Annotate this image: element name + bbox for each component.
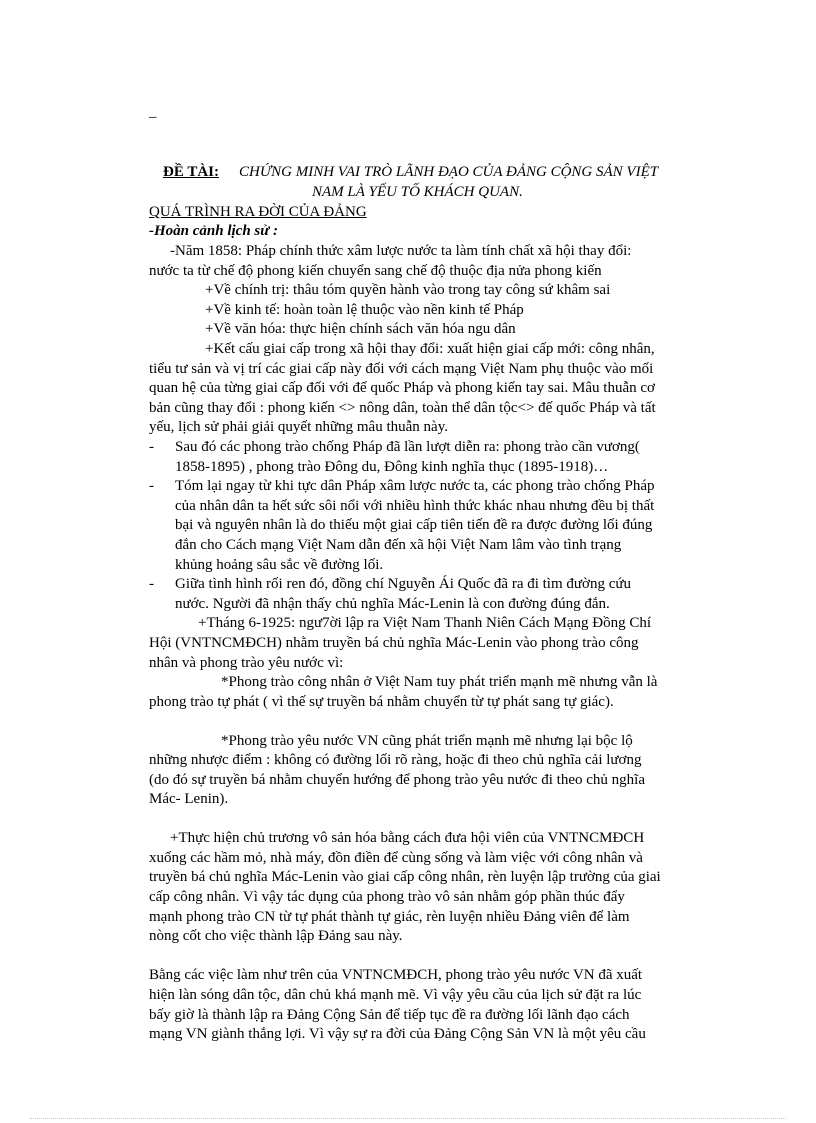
paragraph-line: bản cũng thay đổi : phong kiến <> nông dân, toàn thể dân tộc<> đế quốc Pháp và tất xyxy=(149,400,656,416)
subheading: -Hoàn cảnh lịch sử : xyxy=(149,223,279,239)
paragraph-line: Mác- Lenin). xyxy=(149,791,229,807)
paragraph-line: mạng VN giành thắng lợi. Vì vậy sự ra đời của Đảng Cộng Sản VN là một yêu cầu xyxy=(149,1026,646,1042)
paragraph-line: Bằng các việc làm như trên của VNTNCMĐCH, phong trào yêu nước VN đã xuất xyxy=(149,967,643,983)
paragraph-line: mạnh phong trào CN từ tự phát thành tự giác, rèn luyện nhiều Đảng viên để làm xyxy=(149,909,630,925)
bullet-dash: - xyxy=(149,439,154,455)
paragraph-line: +Kết cấu giai cấp trong xã hội thay đổi: xuất hiện giai cấp mới: công nhân, xyxy=(205,341,655,357)
paragraph-line: -Năm 1858: Pháp chính thức xâm lược nước ta làm tính chất xã hội thay đổi: xyxy=(170,243,632,259)
paragraph-line: tiểu tư sản và vị trí các giai cấp này đối với cách mạng Việt Nam phụ thuộc vào mối xyxy=(149,361,654,377)
document-title xyxy=(163,163,658,182)
paragraph-line: nước. Người đã nhận thấy chủ nghĩa Mác-Lenin là con đường đúng đắn. xyxy=(175,596,610,612)
paragraph-line: +Thực hiện chủ trương vô sản hóa bằng cách đưa hội viên của VNTNCMĐCH xyxy=(170,830,645,846)
paragraph-line: +Về kinh tế: hoàn toàn lệ thuộc vào nền kinh tế Pháp xyxy=(205,302,524,318)
paragraph-line: nước ta từ chế độ phong kiến chuyển sang chế độ thuộc địa nửa phong kiến xyxy=(149,263,602,279)
paragraph-line: yếu, lịch sử phải giải quyết những mâu thuẫn này. xyxy=(149,419,448,435)
paragraph-line: hiện làn sóng dân tộc, dân chủ khá mạnh mẽ. Vì vậy yêu cầu của lịch sử đặt ra lúc xyxy=(149,987,642,1003)
page-bottom-border xyxy=(30,1118,786,1119)
paragraph-line: quan hệ của từng giai cấp đối với đế quốc Pháp và phong kiến tay sai. Mâu thuẫn cơ xyxy=(149,380,655,396)
paragraph-line: Hội (VNTNCMĐCH) nhằm truyền bá chủ nghĩa Mác-Lenin vào phong trào công xyxy=(149,635,639,651)
paragraph-line: của nhân dân ta hết sức sôi nổi với nhiều hình thức khác nhau nhưng đều bị thất xyxy=(175,498,655,514)
bullet-dash: - xyxy=(149,576,154,592)
paragraph-line: *Phong trào công nhân ở Việt Nam tuy phát triển mạnh mẽ nhưng vẫn là xyxy=(221,674,658,690)
paragraph-line: những nhược điểm : không có đường lối rõ ràng, hoặc đi theo chủ nghĩa cải lương xyxy=(149,752,642,768)
paragraph-line: Giữa tình hình rối ren đó, đồng chí Nguyễn Ái Quốc đã ra đi tìm đường cứu xyxy=(175,576,631,592)
title-line-2: NAM LÀ YẾU TỐ KHÁCH QUAN. xyxy=(312,184,523,200)
paragraph-line: Tóm lại ngay từ khi tực dân Pháp xâm lược nước ta, các phong trào chống Pháp xyxy=(175,478,655,494)
paragraph-line: nhân và phong trào yêu nước vì: xyxy=(149,655,344,671)
paragraph-line: nòng cốt cho việc thành lập Đảng sau này. xyxy=(149,928,403,944)
paragraph-line: (do đó sự truyền bá nhằm chuyển hướng để phong trào yêu nước đi theo chủ nghĩa xyxy=(149,772,645,788)
paragraph-line: 1858-1895) , phong trào Đông du, Đông kinh nghĩa thục (1895-1918)… xyxy=(175,459,609,475)
paragraph-line: cấp công nhân. Vì vậy tác dụng của phong trào vô sản nhằm góp phần thúc đẩy xyxy=(149,889,625,905)
bullet-dash: - xyxy=(149,478,154,494)
title-label: ĐỀ TÀI: xyxy=(163,164,219,180)
paragraph-line: +Tháng 6-1925: ngư7ời lập ra Việt Nam Thanh Niên Cách Mạng Đồng Chí xyxy=(198,615,651,631)
paragraph-line: +Về chính trị: thâu tóm quyền hành vào trong tay công sứ khâm sai xyxy=(205,282,611,298)
paragraph-line: +Về văn hóa: thực hiện chính sách văn hóa ngu dân xyxy=(205,321,516,337)
section-heading: QUÁ TRÌNH RA ĐỜI CỦA ĐẢNG xyxy=(149,204,367,220)
paragraph-line: xuống các hầm mỏ, nhà máy, đồn điền để cùng sống và làm việc với công nhân và xyxy=(149,850,643,866)
paragraph-line: bấy giờ là thành lập ra Đảng Cộng Sản để tiếp tục đề ra đường lối lãnh đạo cách xyxy=(149,1007,630,1023)
paragraph-line: truyền bá chủ nghĩa Mác-Lenin vào giai cấp công nhân, rèn luyện lập trường của giai xyxy=(149,869,661,885)
paragraph-line: Sau đó các phong trào chống Pháp đã lần lượt diễn ra: phong trào cần vương( xyxy=(175,439,640,455)
stray-mark: – xyxy=(149,109,157,125)
paragraph-line: phong trào tự phát ( vì thế sự truyền bá nhằm chuyển từ tự phát sang tự giác). xyxy=(149,694,614,710)
paragraph-line: *Phong trào yêu nước VN cũng phát triển mạnh mẽ nhưng lại bộc lộ xyxy=(221,733,633,749)
paragraph-line: đắn cho Cách mạng Việt Nam dẫn đến xã hội Việt Nam lâm vào tình trạng xyxy=(175,537,622,553)
paragraph-line: khủng hoảng sâu sắc về đường lối. xyxy=(175,557,384,573)
paragraph-line: bại và nguyên nhân là do thiếu một giai cấp tiên tiến đề ra được đường lối đúng xyxy=(175,517,653,533)
title-line-1: CHỨNG MINH VAI TRÒ LÃNH ĐẠO CỦA ĐẢNG CỘNG SẢN VIỆT xyxy=(239,164,659,180)
